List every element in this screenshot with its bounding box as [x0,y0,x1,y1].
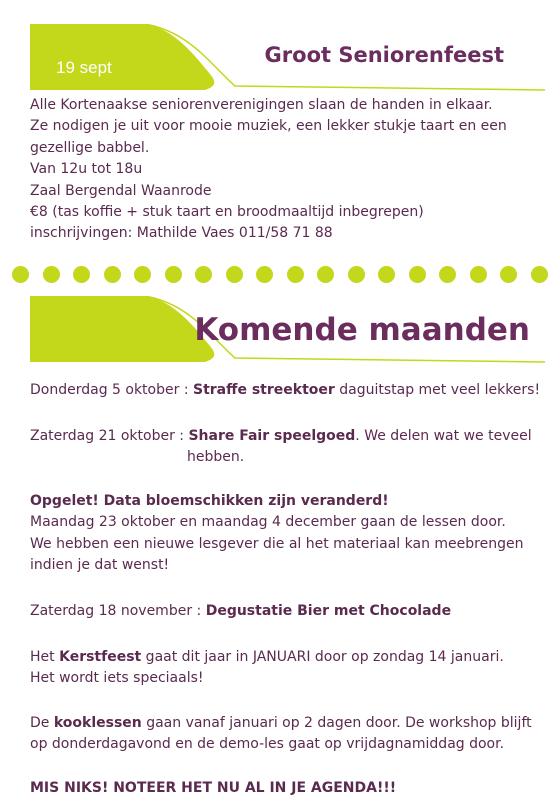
event-detail: daguitstap met veel lekkers! [334,382,541,398]
event-item [30,380,540,401]
event-price: €8 (tas koffie + stuk taart en broodmaaltijd inbegrepen) [30,204,424,221]
divider-dot [43,266,60,283]
event-name: Kerstfeest [59,649,142,665]
event-date: Zaterdag 21 oktober : [30,428,189,444]
event-location: Zaal Bergendal Waanrode [30,182,212,199]
event-name: Degustatie Bier met Chocolade [205,603,452,619]
event-item [30,713,532,756]
event-date: Donderdag 5 oktober : [30,382,193,398]
text-fragment: De [30,715,54,731]
event-name: Straffe streektoer [193,382,335,398]
text-line: We hebben een nieuwe lesgever die al het materiaal kan meebrengen [30,535,524,552]
event-item [30,426,532,447]
event-detail: gaat dit jaar in JANUARI door op zondag 14 januari. [141,649,504,665]
event-detail: . We delen wat we teveel [355,428,532,444]
event-detail-continued: hebben. [187,449,245,465]
event-registration: inschrijvingen: Mathilde Vaes 011/58 71 88 [30,225,333,242]
event-description [30,95,550,245]
event-item [30,601,451,622]
text-line: gezellige babbel. [30,139,150,156]
divider-dot [134,266,151,283]
event-name: Share Fair speelgoed [188,428,356,444]
divider-dot [348,266,365,283]
notice-heading: Opgelet! Data bloemschikken zijn veranderd! [30,493,389,509]
text-fragment: Het [30,649,60,665]
divider-dot [165,266,182,283]
event-time: Van 12u tot 18u [30,161,143,178]
divider-dot [531,266,548,283]
divider-dot [104,266,121,283]
divider-dot [409,266,426,283]
event-date: 19 sept [56,58,112,77]
divider-dot [500,266,517,283]
text-line: Ze nodigen je uit voor mooie muziek, een lekker stukje taart en een [30,118,507,135]
divider-dot [470,266,487,283]
divider-dot [73,266,90,283]
text-line: Maandag 23 oktober en maandag 4 december gaan de lessen door. [30,514,506,531]
divider-dot [256,266,273,283]
event-title: Groot Seniorenfeest [264,43,504,67]
divider-dot [226,266,243,283]
dotted-divider [12,264,548,286]
divider-dot [195,266,212,283]
text-line: Alle Kortenaakse seniorenverenigingen slaan de handen in elkaar. [30,97,493,113]
text-line: indien je dat wenst! [30,557,170,574]
divider-dot [378,266,395,283]
event-notice [30,491,523,577]
text-line: op donderdagavond en de demo-les gaat op vrijdagnamiddag door. [30,736,505,753]
section-title: Komende maanden [194,312,530,348]
divider-dot [287,266,304,283]
footer-callout: MIS NIKS! NOTEER HET NU AL IN JE AGENDA!!! [30,780,397,796]
text-line: Het wordt iets speciaals! [30,670,204,687]
divider-dot [439,266,456,283]
event-name: kooklessen [53,715,142,731]
divider-dot [12,266,29,283]
event-detail: gaan vanaf januari op 2 dagen door. De workshop blijft [141,715,532,731]
event-date: Zaterdag 18 november : [30,603,206,619]
divider-dot [317,266,334,283]
event-item [30,647,504,690]
